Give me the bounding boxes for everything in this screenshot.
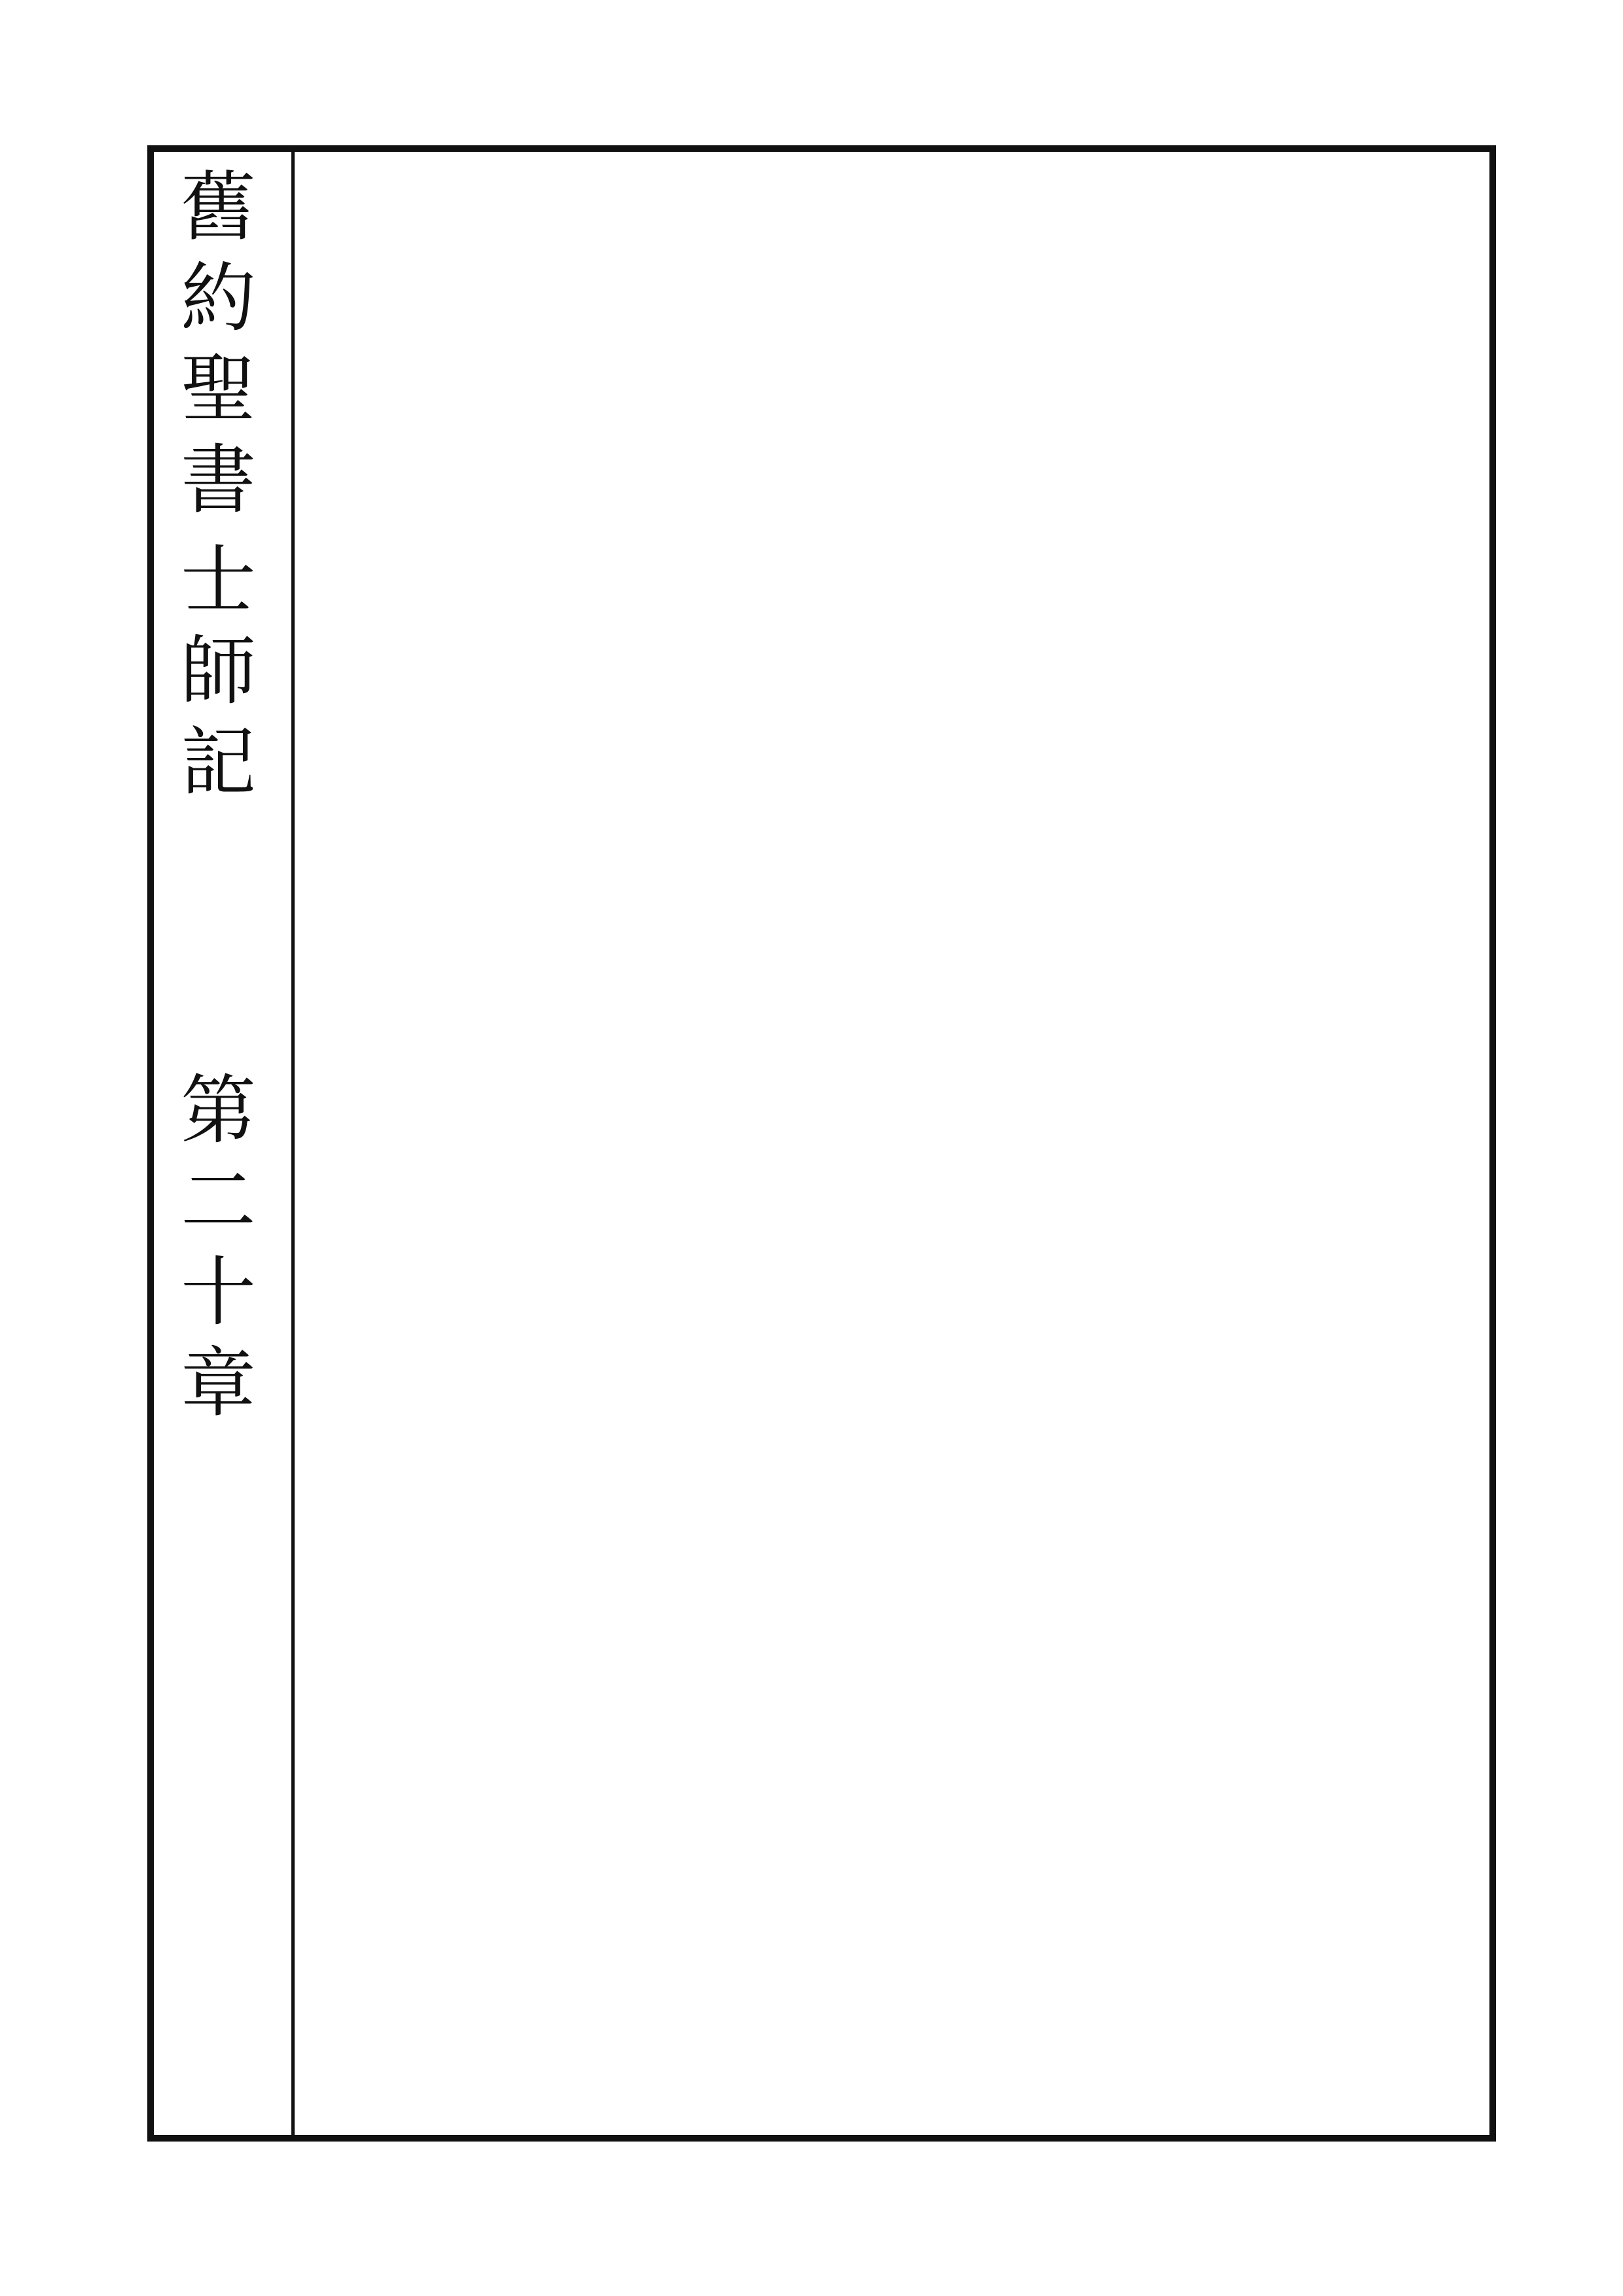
text-column bbox=[298, 185, 358, 2122]
text-column bbox=[1280, 185, 1340, 2122]
text-column bbox=[1018, 185, 1078, 2122]
text-column bbox=[691, 185, 751, 2122]
text-column bbox=[1149, 185, 1209, 2122]
text-column bbox=[363, 185, 424, 2122]
text-column bbox=[560, 185, 620, 2122]
text-frame bbox=[147, 145, 1496, 2142]
text-column bbox=[1084, 185, 1144, 2122]
text-column bbox=[1411, 185, 1471, 2122]
text-column bbox=[232, 185, 293, 2122]
text-column bbox=[756, 185, 816, 2122]
text-column bbox=[822, 185, 882, 2122]
book-title: 舊約聖書 bbox=[168, 167, 255, 531]
section-title: 士師記 bbox=[168, 540, 255, 813]
text-column bbox=[429, 185, 489, 2122]
text-column bbox=[1345, 185, 1406, 2122]
text-column bbox=[953, 185, 1013, 2122]
text-column bbox=[625, 185, 685, 2122]
text-column bbox=[887, 185, 947, 2122]
chapter-title: 第二十章 bbox=[168, 1070, 255, 1434]
text-column bbox=[1214, 185, 1275, 2122]
text-column bbox=[494, 185, 555, 2122]
